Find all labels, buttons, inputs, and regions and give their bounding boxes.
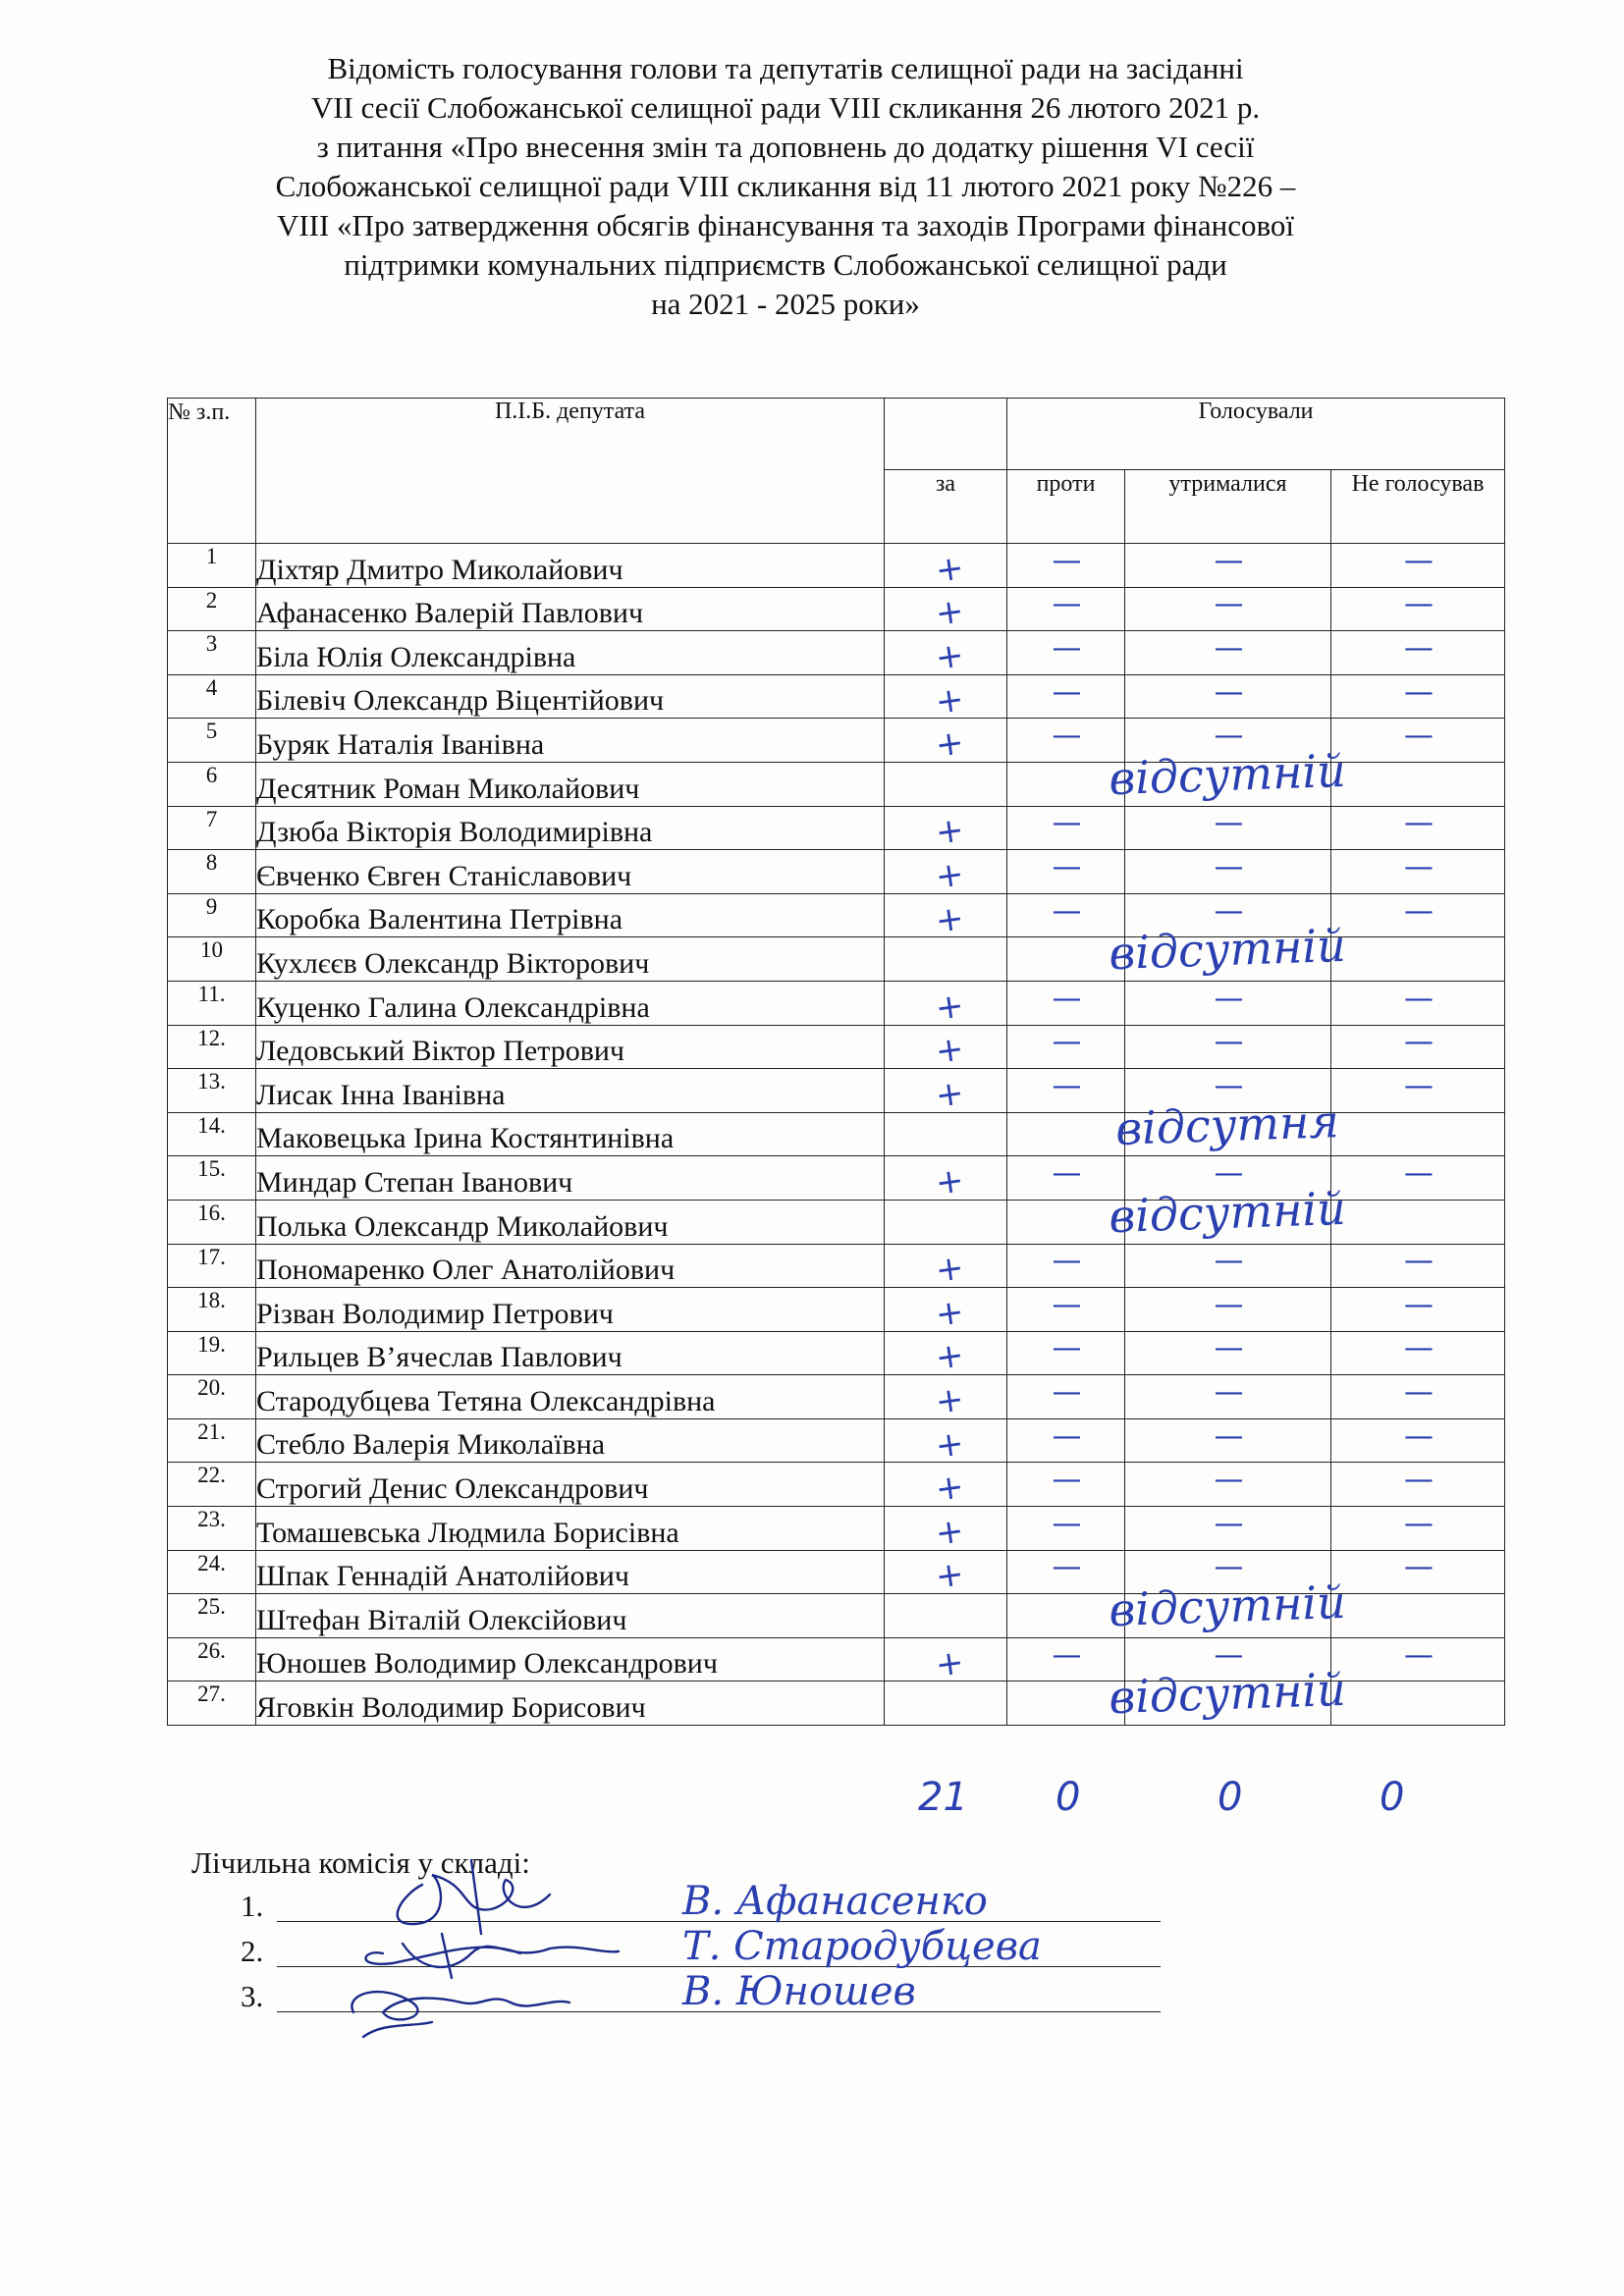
table-row: [168, 631, 1505, 675]
commission-label: Лічильна комісія у складі:: [191, 1845, 530, 1880]
signature-2: [366, 1934, 620, 1978]
vote-for-mark: +: [933, 1160, 966, 1203]
row-number: 25.: [168, 1594, 256, 1638]
table-row: [168, 1288, 1505, 1332]
table-row: [168, 1244, 1505, 1288]
row-number: 15.: [168, 1156, 256, 1201]
deputy-name: Яговкін Володимир Борисович: [256, 1682, 885, 1726]
table-row: [168, 806, 1505, 850]
vote-against-mark: —: [1052, 674, 1080, 710]
signature-scribbles: [324, 1855, 638, 2042]
signature-3: [352, 1992, 569, 2037]
row-number: 5: [168, 719, 256, 763]
table-row: [168, 587, 1505, 631]
member-name: В. Афанасенко: [682, 1879, 988, 1924]
vote-against-mark: —: [1052, 1418, 1080, 1454]
vote-abstained-mark: —: [1214, 1550, 1242, 1585]
vote-cell-against: [1007, 806, 1125, 850]
deputy-name: Томашевська Людмила Борисівна: [256, 1507, 885, 1551]
vote-not-voted-mark: —: [1404, 1550, 1432, 1585]
vote-cell-for: [885, 1244, 1007, 1292]
header-not-voted: Не голосував: [1331, 470, 1505, 544]
vote-cell-abstained: [1125, 981, 1331, 1025]
voting-table: [167, 398, 1505, 1726]
row-number: 8: [168, 850, 256, 894]
vote-cell-for: [885, 1463, 1007, 1511]
vote-not-voted-mark: —: [1404, 1506, 1432, 1541]
vote-cell-not-voted: [1331, 850, 1505, 894]
vote-not-voted-mark: —: [1404, 1331, 1432, 1366]
vote-cell-not-voted: [1331, 1507, 1505, 1551]
absent-note: відсутній: [1108, 1662, 1347, 1725]
vote-against-mark: —: [1052, 1637, 1080, 1673]
vote-abstained-mark: —: [1214, 981, 1242, 1016]
title-line-4: Слобожанської селищної ради VIII скликання від 11 лютого 2021 року №226 –: [275, 169, 1296, 203]
vote-against-mark: —: [1052, 630, 1080, 666]
vote-for-mark: +: [933, 897, 966, 941]
vote-against-mark: —: [1052, 1244, 1080, 1279]
vote-cell-abstained: [1125, 544, 1331, 588]
row-number: 1: [168, 544, 256, 588]
vote-not-voted-mark: —: [1404, 1375, 1432, 1411]
total-not-voted: 0: [1380, 1775, 1405, 1820]
row-number: 11.: [168, 981, 256, 1025]
row-number: 24.: [168, 1550, 256, 1594]
deputy-name: Стебло Валерія Миколаївна: [256, 1418, 885, 1463]
row-number: 19.: [168, 1331, 256, 1375]
deputy-name: Десятник Роман Миколайович: [256, 762, 885, 806]
vote-abstained-mark: —: [1214, 1637, 1242, 1673]
vote-cell-not-voted: [1331, 674, 1505, 719]
vote-against-mark: —: [1052, 1550, 1080, 1585]
vote-not-voted-mark: —: [1404, 1068, 1432, 1103]
deputy-name: Юношев Володимир Олександрович: [256, 1637, 885, 1682]
vote-cell-abstained: [1125, 674, 1331, 719]
total-against: 0: [1056, 1775, 1081, 1820]
vote-against-mark: —: [1052, 893, 1080, 929]
vote-cell-against: [1007, 1375, 1125, 1419]
vote-not-voted-mark: —: [1404, 630, 1432, 666]
vote-for-mark: +: [933, 722, 966, 766]
vote-abstained-mark: —: [1214, 1025, 1242, 1060]
vote-cell-for: [885, 1156, 1007, 1201]
vote-abstained-mark: —: [1214, 1418, 1242, 1454]
header-for: за: [885, 470, 1007, 544]
row-number: 6: [168, 762, 256, 806]
vote-cell-for: [885, 850, 1007, 897]
deputy-name: Рильцев В’ячеслав Павлович: [256, 1331, 885, 1375]
vote-not-voted-mark: —: [1404, 719, 1432, 754]
vote-abstained-mark: —: [1214, 1156, 1242, 1192]
vote-cell-not-voted: [1331, 1244, 1505, 1288]
document-title: [147, 49, 1424, 324]
vote-cell-abstained: [1125, 850, 1331, 894]
vote-cell-for: [885, 1637, 1007, 1685]
vote-against-mark: —: [1052, 1025, 1080, 1060]
vote-cell-for: [885, 1375, 1007, 1422]
vote-cell-for: [885, 762, 1007, 806]
vote-cell-abstained: [1125, 587, 1331, 631]
total-for: 21: [918, 1775, 968, 1820]
deputy-name: Афанасенко Валерій Павлович: [256, 587, 885, 631]
vote-cell-for: [885, 1112, 1007, 1156]
vote-cell-for: [885, 1069, 1007, 1116]
vote-cell-abstained: [1125, 1418, 1331, 1463]
vote-abstained-mark: —: [1214, 1244, 1242, 1279]
vote-cell-not-voted: [1331, 631, 1505, 675]
vote-cell-abstained: [1125, 1025, 1331, 1069]
vote-cell-for: [885, 719, 1007, 766]
vote-not-voted-mark: —: [1404, 1418, 1432, 1454]
deputy-name: Дзюба Вікторія Володимирівна: [256, 806, 885, 850]
vote-not-voted-mark: —: [1404, 543, 1432, 578]
vote-not-voted-mark: —: [1404, 1463, 1432, 1498]
deputy-name: Стародубцева Тетяна Олександрівна: [256, 1375, 885, 1419]
vote-cell-for: [885, 937, 1007, 982]
vote-cell-for: [885, 981, 1007, 1029]
row-number: 7: [168, 806, 256, 850]
member-name: Т. Стародубцева: [682, 1924, 1042, 1969]
table-row: [168, 1375, 1505, 1419]
title-line-6: підтримки комунальних підприємств Слобожанської селищної ради: [344, 247, 1227, 282]
vote-against-mark: —: [1052, 587, 1080, 622]
vote-for-mark: +: [933, 1292, 966, 1335]
deputy-name: Ледовський Віктор Петрович: [256, 1025, 885, 1069]
vote-for-mark: +: [933, 1422, 966, 1467]
vote-for-mark: +: [933, 1335, 966, 1379]
row-number: 27.: [168, 1682, 256, 1726]
deputy-name: Пономаренко Олег Анатолійович: [256, 1244, 885, 1288]
vote-cell-for: [885, 674, 1007, 722]
vote-cell-against: [1007, 587, 1125, 631]
vote-cell-for: [885, 1200, 1007, 1244]
vote-cell-abstained: [1125, 1331, 1331, 1375]
vote-cell-not-voted: [1331, 1418, 1505, 1463]
vote-against-mark: —: [1052, 981, 1080, 1016]
vote-against-mark: —: [1052, 1068, 1080, 1103]
table-row: [168, 1507, 1505, 1551]
vote-cell-for: [885, 631, 1007, 678]
row-number: 21.: [168, 1418, 256, 1463]
vote-cell-for: [885, 587, 1007, 635]
vote-against-mark: —: [1052, 1506, 1080, 1541]
vote-abstained-mark: —: [1214, 1375, 1242, 1411]
vote-for-mark: +: [933, 548, 966, 591]
vote-abstained-mark: —: [1214, 1068, 1242, 1103]
vote-abstained-mark: —: [1214, 806, 1242, 841]
row-number: 4: [168, 674, 256, 719]
vote-for-mark: +: [933, 1554, 966, 1598]
vote-for-mark: +: [933, 678, 966, 722]
vote-cell-not-voted: [1331, 1463, 1505, 1507]
vote-cell-against: [1007, 1288, 1125, 1332]
header-empty: [885, 399, 1007, 470]
vote-cell-not-voted: [1331, 1288, 1505, 1332]
commission-member: [241, 1879, 988, 1924]
vote-cell-against: [1007, 1244, 1125, 1288]
vote-cell-for: [885, 1550, 1007, 1598]
vote-cell-against: [1007, 981, 1125, 1025]
vote-cell-abstained: [1125, 1375, 1331, 1419]
vote-cell-for: [885, 1331, 1007, 1379]
vote-abstained-mark: —: [1214, 893, 1242, 929]
deputy-name: Штефан Віталій Олексійович: [256, 1594, 885, 1638]
row-number: 13.: [168, 1069, 256, 1113]
row-number: 22.: [168, 1463, 256, 1507]
vote-against-mark: —: [1052, 1463, 1080, 1498]
vote-not-voted-mark: —: [1404, 893, 1432, 929]
absent-note: відсутній: [1108, 918, 1347, 981]
vote-against-mark: —: [1052, 1375, 1080, 1411]
deputy-name: Білевіч Олександр Віцентійович: [256, 674, 885, 719]
vote-for-mark: +: [933, 1641, 966, 1685]
row-number: 12.: [168, 1025, 256, 1069]
vote-for-mark: +: [933, 1511, 966, 1554]
vote-cell-not-voted: [1331, 587, 1505, 631]
vote-cell-against: [1007, 1331, 1125, 1375]
vote-cell-abstained: [1125, 631, 1331, 675]
vote-cell-abstained: [1125, 1244, 1331, 1288]
vote-cell-against: [1007, 1025, 1125, 1069]
absent-note: відсутній: [1108, 1575, 1347, 1637]
vote-for-mark: +: [933, 1073, 966, 1116]
row-number: 26.: [168, 1637, 256, 1682]
vote-cell-against: [1007, 1463, 1125, 1507]
vote-cell-for: [885, 806, 1007, 854]
absent-note: відсутній: [1108, 1181, 1347, 1244]
commission-member: [241, 1924, 1042, 1969]
header-name: П.І.Б. депутата: [256, 399, 885, 544]
title-line-5: VIII «Про затвердження обсягів фінансування та заходів Програми фінансової: [276, 208, 1295, 242]
vote-cell-for: [885, 1025, 1007, 1073]
table-row: [168, 1463, 1505, 1507]
header-against: проти: [1007, 470, 1125, 544]
vote-not-voted-mark: —: [1404, 674, 1432, 710]
row-number: 17.: [168, 1244, 256, 1288]
vote-cell-for: [885, 1288, 1007, 1335]
title-line-3: з питання «Про внесення змін та доповнень до додатку рішення VI сесії: [316, 130, 1255, 164]
vote-not-voted-mark: —: [1404, 849, 1432, 884]
vote-cell-not-voted: [1331, 1331, 1505, 1375]
row-number: 10: [168, 937, 256, 982]
title-line-1: Відомість голосування голови та депутатів селищної ради на засіданні: [327, 51, 1244, 85]
title-line-7: на 2021 - 2025 роки»: [651, 287, 920, 321]
deputy-name: Кухлєєв Олександр Вікторович: [256, 937, 885, 982]
member-number: 2.: [241, 1934, 264, 1968]
vote-against-mark: —: [1052, 543, 1080, 578]
vote-cell-against: [1007, 674, 1125, 719]
row-number: 16.: [168, 1200, 256, 1244]
deputy-name: Буряк Наталія Іванівна: [256, 719, 885, 763]
table-row: [168, 1418, 1505, 1463]
table-row: [168, 674, 1505, 719]
signature-1: [398, 1860, 550, 1934]
vote-not-voted-mark: —: [1404, 1156, 1432, 1192]
vote-cell-not-voted: [1331, 981, 1505, 1025]
vote-not-voted-mark: —: [1404, 1287, 1432, 1322]
vote-cell-abstained: [1125, 1463, 1331, 1507]
vote-abstained-mark: —: [1214, 1506, 1242, 1541]
vote-cell-for: [885, 1594, 1007, 1638]
vote-abstained-mark: —: [1214, 1463, 1242, 1498]
vote-cell-against: [1007, 544, 1125, 588]
member-number: 1.: [241, 1889, 264, 1923]
deputy-name: Діхтяр Дмитро Миколайович: [256, 544, 885, 588]
vote-cell-against: [1007, 631, 1125, 675]
vote-cell-against: [1007, 850, 1125, 894]
deputy-name: Різван Володимир Петрович: [256, 1288, 885, 1332]
vote-for-mark: +: [933, 1379, 966, 1422]
vote-cell-for: [885, 1682, 1007, 1726]
header-voted: Голосували: [1007, 399, 1505, 470]
vote-not-voted-mark: —: [1404, 1244, 1432, 1279]
vote-cell-not-voted: [1331, 544, 1505, 588]
vote-not-voted-mark: —: [1404, 1637, 1432, 1673]
vote-abstained-mark: —: [1214, 674, 1242, 710]
table-row: [168, 1331, 1505, 1375]
vote-abstained-mark: —: [1214, 587, 1242, 622]
vote-abstained-mark: —: [1214, 849, 1242, 884]
deputy-name: Євченко Євген Станіславович: [256, 850, 885, 894]
vote-cell-not-voted: [1331, 1375, 1505, 1419]
member-number: 3.: [241, 1979, 264, 2013]
vote-cell-against: [1007, 1418, 1125, 1463]
row-number: 23.: [168, 1507, 256, 1551]
vote-cell-for: [885, 1507, 1007, 1554]
total-abstained: 0: [1218, 1775, 1243, 1820]
vote-against-mark: —: [1052, 806, 1080, 841]
vote-for-mark: +: [933, 1467, 966, 1511]
member-name: В. Юношев: [682, 1969, 916, 2014]
title-line-2: VII сесії Слобожанської селищної ради VIII скликання 26 лютого 2021 р.: [310, 90, 1261, 125]
vote-cell-for: [885, 1418, 1007, 1467]
vote-for-mark: +: [933, 635, 966, 678]
deputy-name: Строгий Денис Олександрович: [256, 1463, 885, 1507]
deputy-name: Лисак Інна Іванівна: [256, 1069, 885, 1113]
vote-not-voted-mark: —: [1404, 1025, 1432, 1060]
vote-for-mark: +: [933, 985, 966, 1029]
table-row: [168, 544, 1505, 588]
row-number: 2: [168, 587, 256, 631]
table-row: [168, 1025, 1505, 1069]
vote-cell-against: [1007, 1507, 1125, 1551]
vote-against-mark: —: [1052, 1331, 1080, 1366]
vote-not-voted-mark: —: [1404, 806, 1432, 841]
vote-abstained-mark: —: [1214, 543, 1242, 578]
vote-not-voted-mark: —: [1404, 587, 1432, 622]
vote-abstained-mark: —: [1214, 1331, 1242, 1366]
deputy-name: Шпак Геннадій Анатолійович: [256, 1550, 885, 1594]
absent-note: відсутній: [1108, 743, 1347, 806]
vote-not-voted-mark: —: [1404, 981, 1432, 1016]
vote-cell-abstained: [1125, 806, 1331, 850]
vote-for-mark: +: [933, 854, 966, 897]
deputy-name: Біла Юлія Олександрівна: [256, 631, 885, 675]
vote-abstained-mark: —: [1214, 1287, 1242, 1322]
vote-against-mark: —: [1052, 1156, 1080, 1192]
vote-for-mark: +: [933, 591, 966, 635]
vote-cell-for: [885, 544, 1007, 591]
vote-cell-not-voted: [1331, 1025, 1505, 1069]
row-number: 20.: [168, 1375, 256, 1419]
deputy-name: Маковецька Ірина Костянтинівна: [256, 1112, 885, 1156]
deputy-name: Куценко Галина Олександрівна: [256, 981, 885, 1025]
vote-cell-abstained: [1125, 1507, 1331, 1551]
vote-for-mark: +: [933, 810, 966, 854]
header-number: № з.п.: [168, 399, 256, 544]
header-abstained: утрималися: [1125, 470, 1331, 544]
deputy-name: Коробка Валентина Петрівна: [256, 893, 885, 937]
row-number: 3: [168, 631, 256, 675]
deputy-name: Миндар Степан Іванович: [256, 1156, 885, 1201]
vote-for-mark: +: [933, 1029, 966, 1073]
deputy-name: Полька Олександр Миколайович: [256, 1200, 885, 1244]
vote-cell-for: [885, 893, 1007, 941]
table-row: [168, 981, 1505, 1025]
row-number: 18.: [168, 1288, 256, 1332]
vote-against-mark: —: [1052, 1287, 1080, 1322]
row-number: 14.: [168, 1112, 256, 1156]
vote-abstained-mark: —: [1214, 630, 1242, 666]
vote-cell-not-voted: [1331, 806, 1505, 850]
commission-member: [241, 1969, 916, 2014]
vote-against-mark: —: [1052, 719, 1080, 754]
table-row: [168, 850, 1505, 894]
vote-for-mark: +: [933, 1248, 966, 1292]
vote-abstained-mark: —: [1214, 719, 1242, 754]
vote-cell-abstained: [1125, 1288, 1331, 1332]
absent-note: відсутня: [1114, 1095, 1340, 1155]
row-number: 9: [168, 893, 256, 937]
vote-against-mark: —: [1052, 849, 1080, 884]
